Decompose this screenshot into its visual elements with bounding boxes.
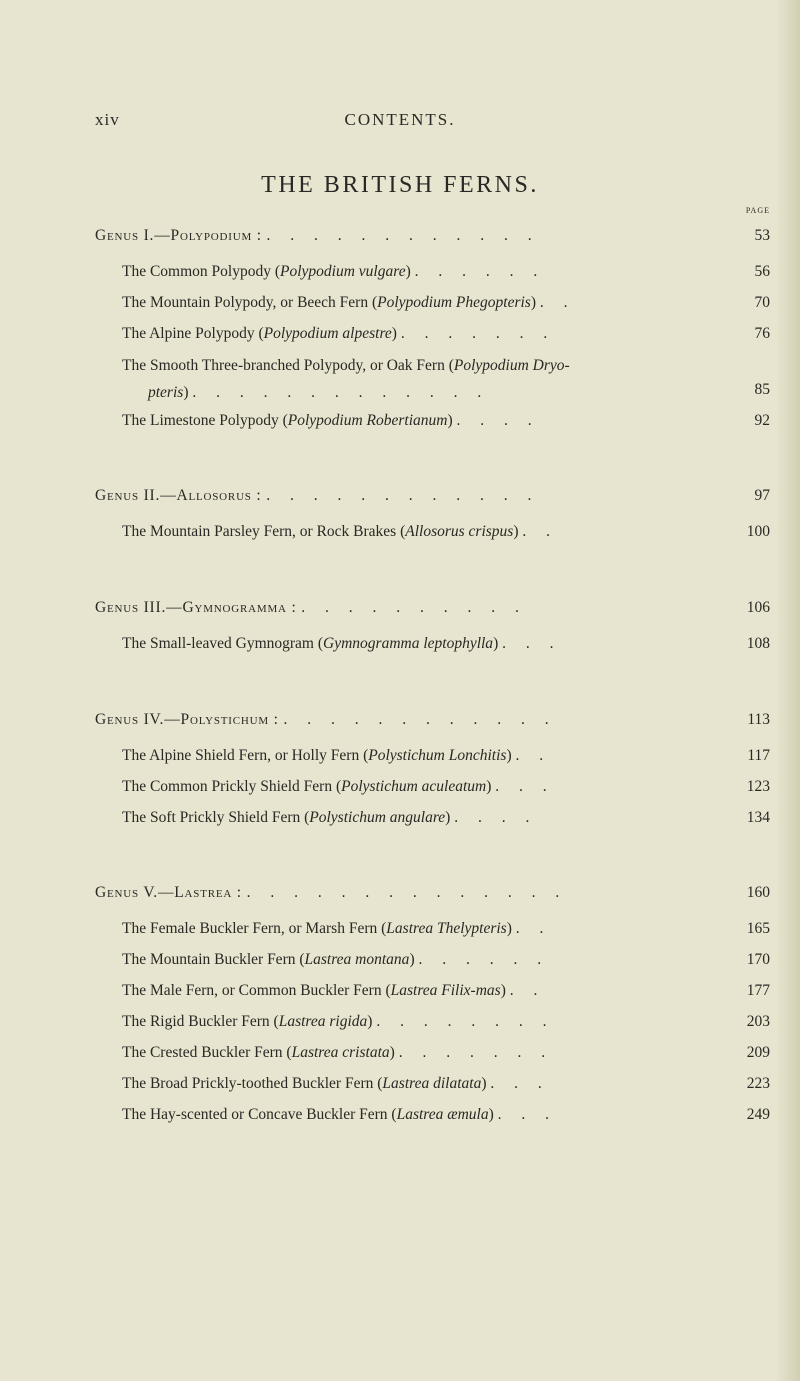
genus-label: Genus III.—Gymnogramma : bbox=[95, 599, 297, 616]
genus-page: 106 bbox=[746, 599, 770, 616]
latin-name: Lastrea Thelypteris bbox=[386, 920, 507, 937]
latin-name: Polypodium Phegopteris bbox=[377, 294, 531, 311]
page-edge-shadow bbox=[776, 0, 800, 1381]
latin-name: Lastrea rigida bbox=[278, 1013, 368, 1030]
entry-page: 70 bbox=[754, 294, 770, 311]
entry-page: 56 bbox=[754, 263, 770, 280]
latin-name: Lastrea cristata bbox=[291, 1044, 390, 1061]
entry-page: 177 bbox=[746, 982, 770, 999]
entry-page: 117 bbox=[747, 747, 770, 764]
latin-name: Lastrea montana bbox=[304, 951, 410, 968]
genus-page: 97 bbox=[754, 487, 770, 504]
entry-page: 100 bbox=[746, 523, 770, 540]
latin-name-continued: pteris bbox=[148, 384, 184, 401]
page-column-label: PAGE bbox=[745, 206, 770, 215]
section-title: THE BRITISH FERNS. bbox=[261, 172, 539, 198]
genus-page: 53 bbox=[754, 227, 770, 244]
running-title: CONTENTS. bbox=[344, 110, 456, 129]
entry-page: 92 bbox=[754, 412, 770, 429]
entry-page: 223 bbox=[746, 1075, 770, 1092]
latin-name: Polystichum aculeatum bbox=[341, 778, 487, 795]
latin-name: Lastrea dilatata bbox=[382, 1075, 482, 1092]
latin-name: Polystichum Lonchitis bbox=[368, 747, 507, 764]
latin-name: Polypodium Dryo- bbox=[453, 357, 570, 374]
latin-name: Gymnogramma leptophylla bbox=[323, 635, 494, 652]
entry-page: 134 bbox=[746, 809, 770, 826]
latin-name: Allosorus crispus bbox=[405, 523, 514, 540]
latin-name: Polypodium alpestre bbox=[263, 325, 392, 342]
genus-label: Genus I.—Polypodium : bbox=[95, 227, 262, 244]
entry-page: 123 bbox=[746, 778, 770, 795]
entry-page: 249 bbox=[746, 1106, 770, 1123]
folio: xiv bbox=[95, 110, 120, 129]
genus-page: 160 bbox=[746, 884, 770, 901]
entry-page: 170 bbox=[746, 951, 770, 968]
entry-page: 108 bbox=[746, 635, 770, 652]
genus-label: Genus II.—Allosorus : bbox=[95, 487, 262, 504]
genus-label: Genus V.—Lastrea : bbox=[95, 884, 242, 901]
genus-label: Genus IV.—Polystichum : bbox=[95, 711, 279, 728]
entry-page: 203 bbox=[746, 1013, 770, 1030]
latin-name: Lastrea æmula bbox=[396, 1106, 489, 1123]
latin-name: Polystichum angulare bbox=[309, 809, 446, 826]
latin-name: Lastrea Filix-mas bbox=[390, 982, 501, 999]
latin-name: Polypodium Robertianum bbox=[287, 412, 448, 429]
running-head bbox=[0, 110, 800, 134]
entry-page: 85 bbox=[754, 381, 770, 398]
latin-name: Polypodium vulgare bbox=[280, 263, 406, 280]
genus-page: 113 bbox=[747, 711, 770, 728]
entry-page: 165 bbox=[746, 920, 770, 937]
entry-page: 76 bbox=[754, 325, 770, 342]
entry-page: 209 bbox=[746, 1044, 770, 1061]
